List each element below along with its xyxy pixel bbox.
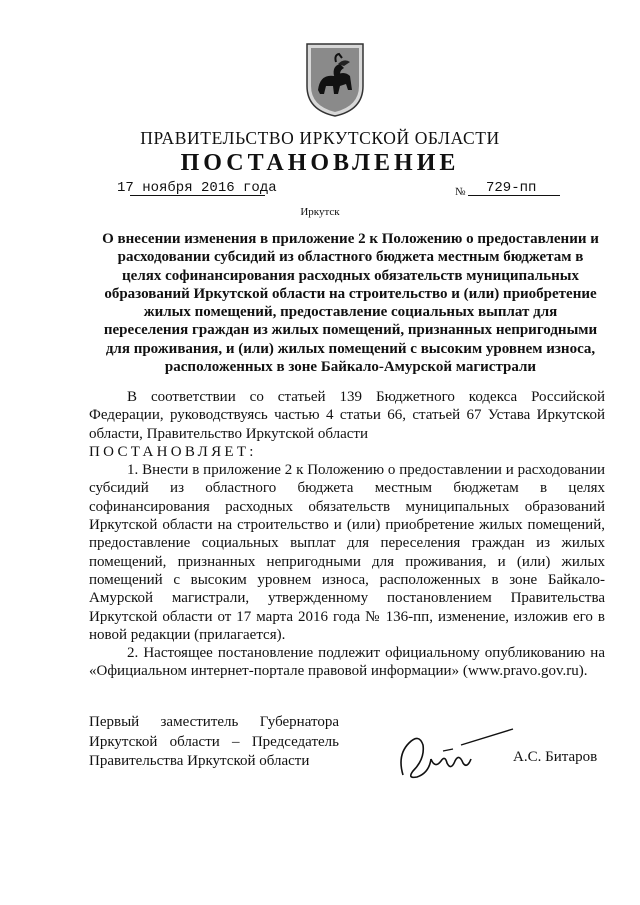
document-body (89, 388, 605, 681)
document-subject (88, 230, 613, 376)
signatory-title-line: Первый заместитель Губернатора (89, 714, 339, 730)
number-sign: № (455, 186, 466, 198)
subject-line: жилых помещений, предоставление социальных выплат для (143, 304, 558, 321)
document-date: 17 ноября 2016 года (117, 180, 277, 196)
item-1-paragraph: 1. Внести в приложение 2 к Положению о предоставлении и расходовании субсидий из областного бюджета местным бюджетам в целях софинансирования расходных обязательств муниципальных образований Иркутской области на строительство и (или) приобретение жилых помещений, предоставление социальных выплат для переселения граждан из жилых помещений, признанных непригодными для проживания, и (или) жилых помещений с высоким уровнем износа, расположенных в зоне Байкало-Амурской магистрали, утвержденному постановлением Правительства Иркутской области от 17 марта 2016 года № 136-пп, изменение, изложив его в новой редакции (прилагается). (89, 462, 605, 643)
handwritten-signature-icon (395, 725, 515, 785)
date-underline (130, 195, 265, 196)
document-number: 729-пп (486, 180, 537, 196)
subject-line: переселения граждан из жилых помещений, признанных непригодными (103, 322, 598, 339)
government-name: ПРАВИТЕЛЬСТВО ИРКУТСКОЙ ОБЛАСТИ (140, 128, 500, 148)
signatory-title-line: Правительства Иркутской области (89, 753, 310, 769)
subject-line: целях софинансирования расходных обязательств муниципальных (122, 267, 579, 284)
city: Иркутск (300, 206, 340, 218)
document-type-title: ПОСТАНОВЛЕНИЕ (180, 150, 460, 176)
resolves-heading: ПОСТАНОВЛЯЕТ: (89, 443, 257, 460)
subject-line: расходовании субсидий из областного бюджета местным бюджетам в (117, 249, 584, 266)
subject-line: образований Иркутской области на строительство и (или) приобретение (104, 285, 597, 302)
subject-line: для проживания, и (или) жилых помещений с высоким уровнем износа, (105, 340, 596, 357)
signatory-title (89, 713, 339, 772)
subject-line: О внесении изменения в приложение 2 к Положению о предоставлении и (102, 231, 599, 247)
signer-name: А.С. Битаров (513, 749, 598, 765)
number-underline (468, 195, 560, 196)
preamble-paragraph: В соответствии со статьей 139 Бюджетного кодекса Российской Федерации, руководствуясь частью 4 статьи 66, статьей 67 Устава Иркутской области, Правительство Иркутской области (89, 389, 605, 442)
signatory-title-line: Иркутской области – Председатель (89, 733, 339, 750)
subject-line: расположенных в зоне Байкало-Амурской магистрали (164, 359, 537, 376)
irkutsk-coat-of-arms-icon (304, 40, 366, 118)
item-2-paragraph: 2. Настоящее постановление подлежит официальному опубликованию на «Официальном интернет-портале правовой информации» (www.pravo.gov.ru). (89, 645, 605, 680)
